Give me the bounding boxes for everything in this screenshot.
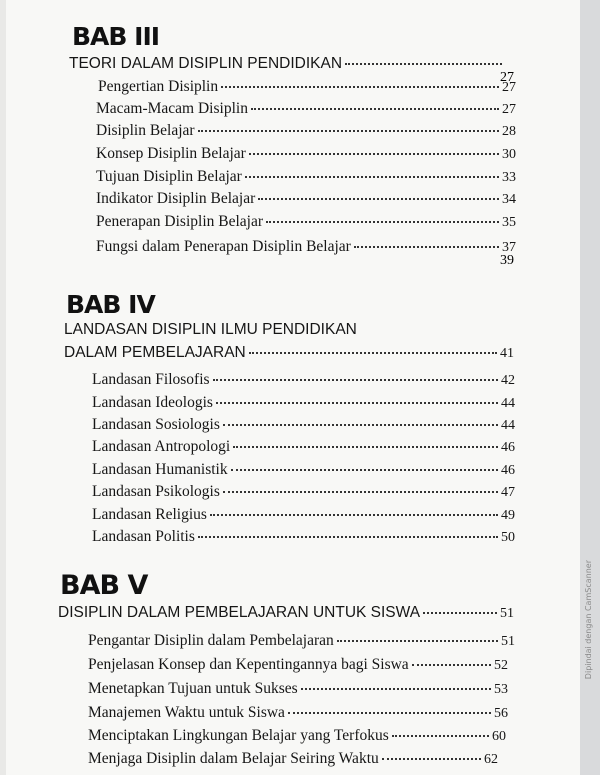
chapter-title: TEORI DALAM DISIPLIN PENDIDIKAN xyxy=(69,55,519,73)
toc-entry[interactable]: Indikator Disiplin Belajar 34 xyxy=(96,190,516,207)
toc-entry[interactable]: Pengertian Disiplin 27 xyxy=(98,78,516,95)
toc-entry[interactable]: Disiplin Belajar 28 xyxy=(96,122,516,139)
toc-entry[interactable]: Menjaga Disiplin dalam Belajar Seiring Waktu 62 xyxy=(88,750,498,767)
toc-entry[interactable]: Penerapan Disiplin Belajar 35 xyxy=(96,213,516,230)
toc-entry[interactable]: Landasan Ideologis 44 xyxy=(92,394,515,411)
toc-entry[interactable]: Menciptakan Lingkungan Belajar yang Terfokus 60 xyxy=(88,727,506,744)
chapter-title-line: LANDASAN DISIPLIN ILMU PENDIDIKAN xyxy=(64,321,357,338)
toc-entry[interactable]: Landasan Religius 49 xyxy=(92,506,515,523)
toc-entry[interactable]: Tujuan Disiplin Belajar 33 xyxy=(96,168,516,185)
toc-entry[interactable]: Landasan Politis 50 xyxy=(92,528,515,545)
toc-page-number: 39 xyxy=(500,253,514,268)
chapter-title: DALAM PEMBELAJARAN 41 xyxy=(64,344,514,361)
toc-entry[interactable]: Landasan Psikologis 47 xyxy=(92,483,515,500)
toc-entry[interactable]: Fungsi dalam Penerapan Disiplin Belajar 37 xyxy=(96,238,516,255)
toc-entry[interactable]: Landasan Antropologi 46 xyxy=(92,438,515,455)
toc-entry[interactable]: Landasan Sosiologis 44 xyxy=(92,416,515,433)
toc-entry[interactable]: Pengantar Disiplin dalam Pembelajaran 51 xyxy=(88,632,515,649)
toc-entry[interactable]: Menetapkan Tujuan untuk Sukses 53 xyxy=(88,680,508,697)
chapter-title: DISIPLIN DALAM PEMBELAJARAN UNTUK SISWA 51 xyxy=(58,604,514,621)
toc-entry[interactable]: Konsep Disiplin Belajar 30 xyxy=(96,145,516,162)
chapter-label: BAB IV xyxy=(66,290,155,319)
toc-entry[interactable]: Macam-Macam Disiplin 27 xyxy=(96,100,516,117)
chapter-page: 27 xyxy=(500,70,514,85)
chapter-label: BAB V xyxy=(60,570,148,601)
toc-entry[interactable]: Landasan Humanistik 46 xyxy=(92,461,515,478)
chapter-label: BAB III xyxy=(72,22,160,51)
toc-entry[interactable]: Manajemen Waktu untuk Siswa 56 xyxy=(88,704,508,721)
toc-entry[interactable]: Landasan Filosofis 42 xyxy=(92,371,515,388)
toc-entry[interactable]: Penjelasan Konsep dan Kepentingannya bagi Siswa 52 xyxy=(88,656,508,673)
scanner-watermark: Dipindai dengan CamScanner xyxy=(584,560,593,680)
